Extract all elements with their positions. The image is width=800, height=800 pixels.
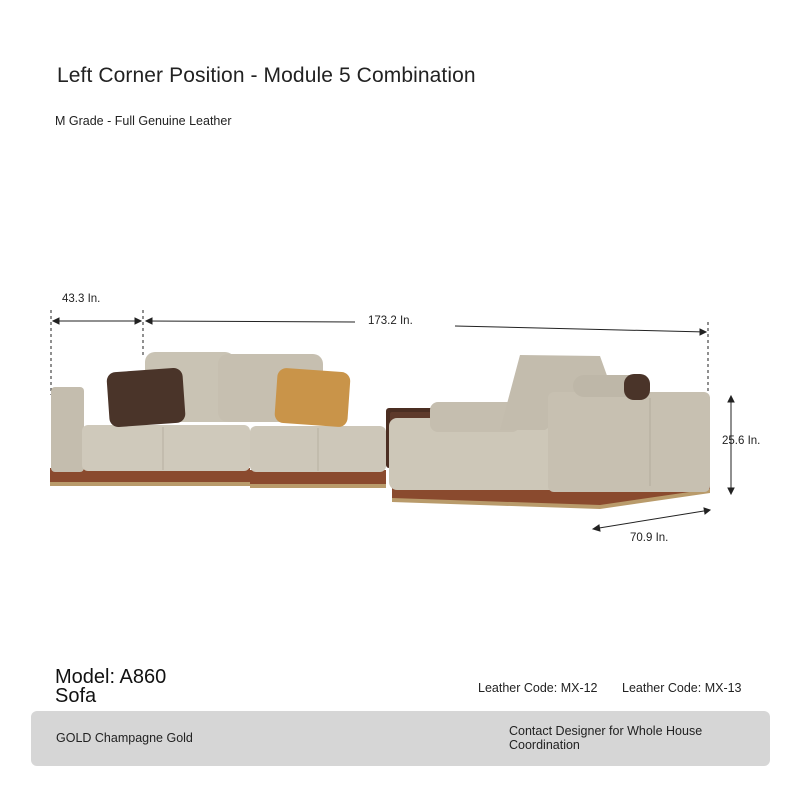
leather-code-1: Leather Code: MX-12 xyxy=(478,681,598,695)
model-name xyxy=(55,668,166,706)
depth-left-label: 43.3 In. xyxy=(62,293,101,305)
finish-info-bar xyxy=(31,711,770,766)
leather-code-2: Leather Code: MX-13 xyxy=(622,681,742,695)
chaise-depth-label: 70.9 In. xyxy=(630,532,669,544)
height-label: 25.6 In. xyxy=(722,435,761,447)
model-line: Model: A860 xyxy=(55,666,167,688)
contact-designer-text: Contact Designer for Whole House Coordination xyxy=(509,724,703,752)
model-type: Sofa xyxy=(55,685,97,707)
sofa-left-module xyxy=(50,352,386,488)
total-width-label: 173.2 In. xyxy=(368,315,413,327)
page-title: Left Corner Position - Module 5 Combination xyxy=(57,64,476,87)
finish-color-label: GOLD Champagne Gold xyxy=(56,731,193,745)
material-subtitle: M Grade - Full Genuine Leather xyxy=(55,114,232,128)
sofa-chaise-module xyxy=(389,355,710,509)
